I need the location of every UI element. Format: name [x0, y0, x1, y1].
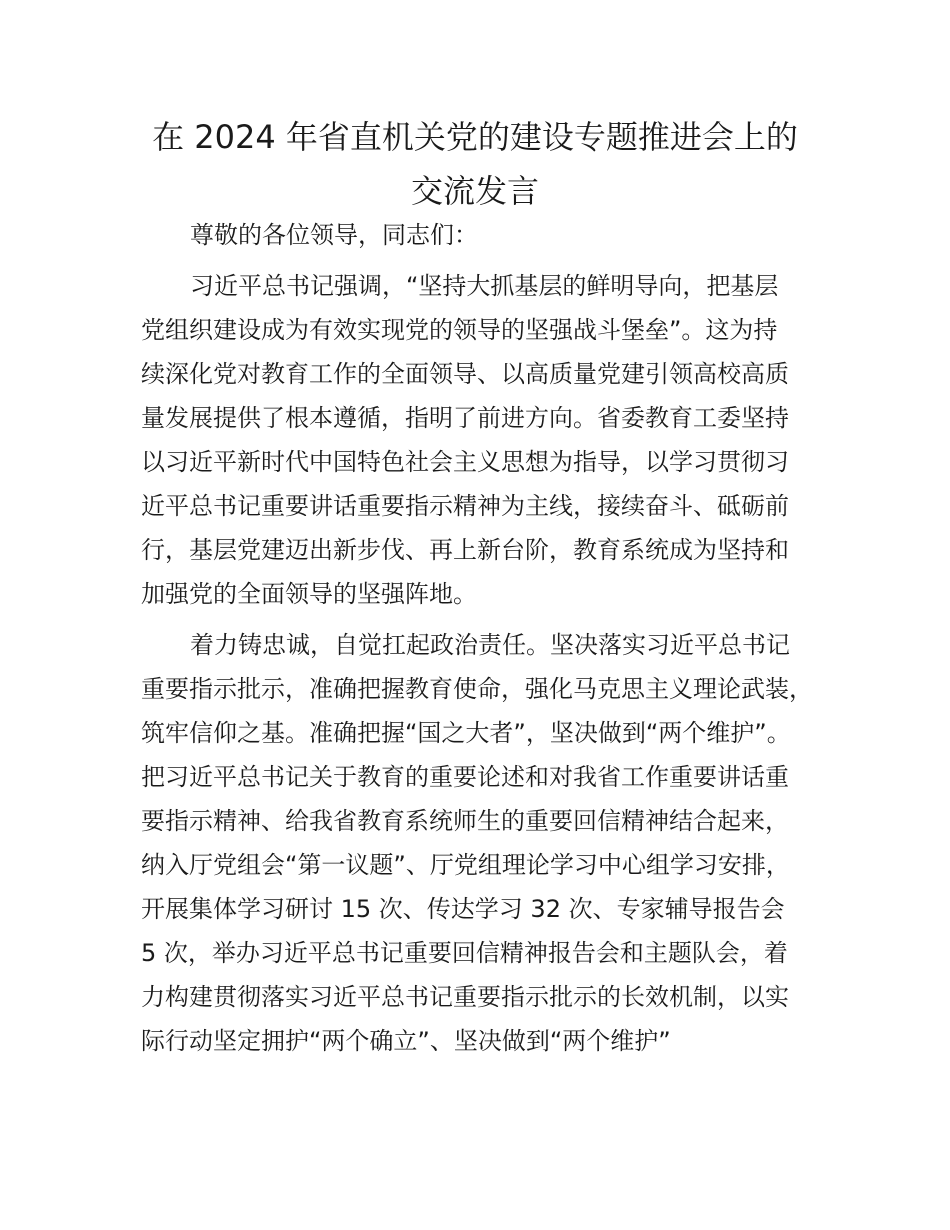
paragraph-1-line: 以习近平新时代中国特色社会主义思想为指导，以学习贯彻习	[141, 448, 789, 476]
paragraph-1-line: 加强党的全面领导的坚强阵地。	[141, 580, 477, 608]
salutation: 尊敬的各位领导，同志们：	[190, 221, 478, 249]
paragraph-2-line: 着力铸忠诚，自觉扛起政治责任。坚决落实习近平总书记	[190, 631, 790, 659]
paragraph-2-line: 要指示精神、给我省教育系统师生的重要回信精神结合起来，	[141, 807, 789, 835]
paragraph-1-line: 量发展提供了根本遵循，指明了前进方向。省委教育工委坚持	[141, 404, 789, 432]
paragraph-2-line: 把习近平总书记关于教育的重要论述和对我省工作重要讲话重	[141, 763, 789, 791]
paragraph-2-line: 重要指示批示，准确把握教育使命，强化马克思主义理论武装，	[141, 675, 813, 703]
paragraph-1-line: 近平总书记重要讲话重要指示精神为主线，接续奋斗、砥砺前	[141, 492, 789, 520]
paragraph-2-line: 力构建贯彻落实习近平总书记重要指示批示的长效机制，以实	[141, 983, 789, 1011]
title-line-1: 在 2024 年省直机关党的建设专题推进会上的	[152, 118, 798, 156]
paragraph-1-line: 党组织建设成为有效实现党的领导的坚强战斗堡垒”。这为持	[141, 316, 778, 344]
paragraph-1-line: 续深化党对教育工作的全面领导、以高质量党建引领高校高质	[141, 360, 789, 388]
paragraph-2-line: 筑牢信仰之基。准确把握“国之大者”，坚决做到“两个维护”。	[141, 719, 791, 747]
paragraph-2-line: 际行动坚定拥护“两个确立”、坚决做到“两个维护”	[141, 1027, 671, 1055]
paragraph-2-line: 开展集体学习研讨 15 次、传达学习 32 次、专家辅导报告会	[141, 895, 785, 923]
paragraph-1-line: 行，基层党建迈出新步伐、再上新台阶，教育系统成为坚持和	[141, 536, 789, 564]
paragraph-2-line: 5 次，举办习近平总书记重要回信精神报告会和主题队会，着	[141, 939, 788, 967]
paragraph-2-line: 纳入厅党组会“第一议题”、厅党组理论学习中心组学习安排，	[141, 851, 790, 879]
paragraph-1-line: 习近平总书记强调，“坚持大抓基层的鲜明导向，把基层	[190, 272, 779, 300]
title-line-2: 交流发言	[410, 172, 539, 210]
document-title	[120, 110, 830, 218]
